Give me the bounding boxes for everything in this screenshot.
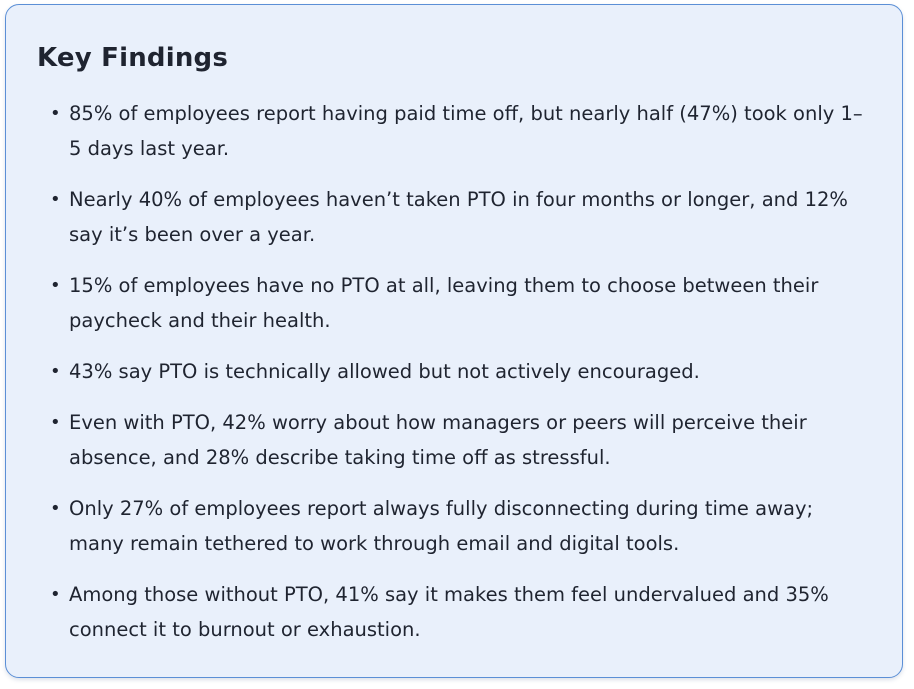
bullet-icon: • xyxy=(50,103,61,124)
finding-item xyxy=(6,96,904,166)
bullet-icon: • xyxy=(50,584,61,605)
finding-text: Nearly 40% of employees haven’t taken PTO in four months or longer, and 12% say it’s been over a year. xyxy=(69,188,848,246)
bullet-icon: • xyxy=(50,498,61,519)
finding-text: 85% of employees report having paid time off, but nearly half (47%) took only 1–5 days last year. xyxy=(69,102,863,160)
finding-item xyxy=(6,354,904,389)
key-findings-card xyxy=(5,4,903,678)
finding-text: Even with PTO, 42% worry about how managers or peers will perceive their absence, and 28% describe taking time off as stressful. xyxy=(69,411,807,469)
bullet-icon: • xyxy=(50,361,61,382)
finding-text: Among those without PTO, 41% say it makes them feel undervalued and 35% connect it to burnout or exhaustion. xyxy=(69,583,829,641)
finding-item xyxy=(6,577,904,647)
finding-text: 15% of employees have no PTO at all, leaving them to choose between their paycheck and their health. xyxy=(69,274,819,332)
finding-text: 43% say PTO is technically allowed but not actively encouraged. xyxy=(69,360,700,383)
finding-item xyxy=(6,182,904,252)
bullet-icon: • xyxy=(50,412,61,433)
finding-item xyxy=(6,405,904,475)
card-title: Key Findings xyxy=(37,43,229,73)
finding-text: Only 27% of employees report always fully disconnecting during time away; many remain tethered to work through email and digital tools. xyxy=(69,497,814,555)
findings-list xyxy=(6,96,904,663)
bullet-icon: • xyxy=(50,275,61,296)
finding-item xyxy=(6,491,904,561)
bullet-icon: • xyxy=(50,189,61,210)
finding-item xyxy=(6,268,904,338)
